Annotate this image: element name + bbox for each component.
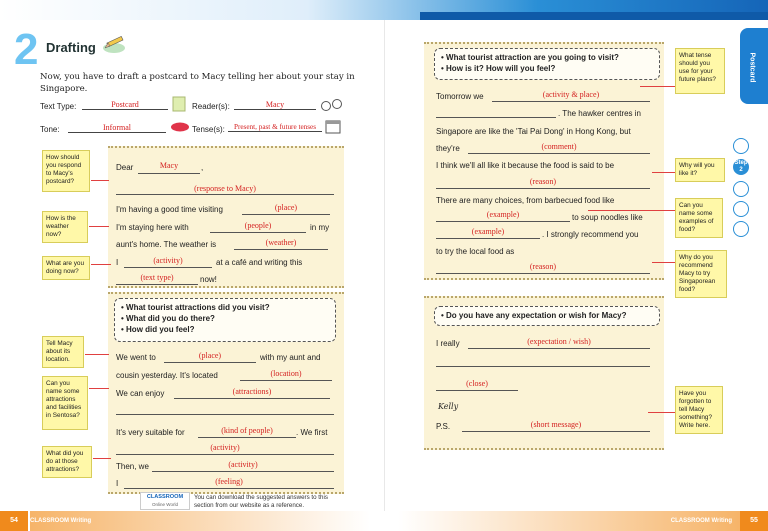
hint-note: What are you doing now? (42, 256, 90, 280)
fill-activity: (activity) (210, 443, 240, 452)
reader-label: Reader(s): (192, 102, 230, 111)
guide-question: • Do you have any expectation or wish for Macy? (434, 306, 660, 326)
postcard-icon (172, 96, 186, 112)
instructions: Now, you have to draft a postcard to Macy telling her about your stay in Singapore. (40, 72, 355, 94)
fill-place: (place) (274, 203, 298, 212)
side-tab-label: Postcard (748, 52, 756, 83)
future-plans-box: • What tourist attraction are you going to visit? • How is it? How will you feel? Tomorrow we (activity & place) . The hawker centres in Singapore are like the 'Tai Pai Dong' in Hong Kong, but they're (comment) I think we'll all like it because the food is said to be (reason) There are many choices, from barbecued food like (example) to soup noodles like (example) . I strongly recommend you to try the local food as (reason) (424, 42, 664, 280)
footer-left: CLASSROOM Writing (30, 511, 370, 531)
readers-icon (320, 98, 344, 112)
side-tab-postcard[interactable] (740, 28, 768, 104)
tense-label: Tense(s): (192, 125, 225, 134)
fill-short-message: (short message) (530, 420, 582, 429)
guide-questions: • What tourist attractions did you visit? • What did you do there? • How did you feel? (114, 298, 336, 342)
pointer-line (588, 210, 675, 211)
fill-activity-place: (activity & place) (542, 90, 600, 99)
step-dot-current[interactable]: Step 2 (734, 160, 748, 173)
fill-weather: (weather) (265, 238, 297, 247)
footer-right: CLASSROOM Writing (398, 511, 740, 531)
hint-note: Can you name some examples of food? (675, 198, 723, 238)
attractions-box: • What tourist attractions did you visit? • What did you do there? • How did you feel? We went to (place) with my aunt and cousin yesterday. It's located (location) We can enjoy (attractions) It's very suitable for (kind of people) . We first (activity) Then, we (activity) I (feeling) (108, 292, 344, 494)
reader-value: Macy (234, 100, 316, 110)
text-type-label: Text Type: (40, 102, 77, 111)
pointer-line (652, 262, 675, 263)
fill-reason: (reason) (529, 262, 557, 271)
fill-comment: (comment) (541, 142, 577, 151)
lips-icon (170, 121, 190, 133)
step-dot[interactable] (733, 201, 749, 217)
pointer-line (85, 354, 109, 355)
fill-location: (location) (270, 369, 302, 378)
fill-text-type: (text type) (140, 273, 174, 282)
fill-place: (place) (198, 351, 222, 360)
pointer-line (648, 412, 675, 413)
hint-note: Have you forgotten to tell Macy something? Write here. (675, 386, 723, 434)
fill-example: (example) (486, 210, 520, 219)
top-banner-stripe (420, 12, 768, 20)
tone-value: Informal (68, 123, 166, 133)
page-number-left: 54 (0, 511, 28, 531)
download-note: You can download the suggested answers to this section from our website as a reference. (194, 494, 328, 509)
fill-close: (close) (466, 379, 488, 388)
closing-box: • Do you have any expectation or wish for Macy? I really (expectation / wish) (close) Kelly P.S. (short message) (424, 296, 664, 450)
fill-attractions: (attractions) (232, 387, 272, 396)
step-number: 2 (14, 25, 39, 74)
fill-dear: Macy (159, 161, 179, 170)
hint-note: What did you do at those attractions? (42, 446, 92, 478)
hint-note: How is the weather now? (42, 211, 88, 243)
pointer-line (91, 180, 109, 181)
page-number-right: 55 (740, 511, 768, 531)
step-dot[interactable] (733, 138, 749, 154)
calendar-icon (325, 119, 341, 134)
fill-example: (example) (471, 227, 505, 236)
postcard-opening-box: Dear Macy , (response to Macy) I'm having a good time visiting (place) I'm staying here with (people) in my aunt's home. The weather is (weather) I (activity) at a café and writing this (text type) now! (108, 146, 344, 288)
fill-expectation: (expectation / wish) (527, 337, 591, 346)
pointer-line (89, 226, 109, 227)
pointer-line (91, 264, 111, 265)
step-dot[interactable] (733, 221, 749, 237)
pointer-line (640, 86, 675, 87)
page-title: Drafting (46, 40, 96, 55)
signature: Kelly (438, 402, 459, 411)
hint-note: What tense should you use for your future plans? (675, 48, 725, 94)
guide-questions: • What tourist attraction are you going to visit? • How is it? How will you feel? (434, 48, 660, 80)
hint-note: Why will you like it? (675, 158, 725, 182)
tense-value: Present, past & future tenses (228, 123, 322, 132)
tone-label: Tone: (40, 125, 60, 134)
fill-activity: (activity) (228, 460, 258, 469)
hint-note: Tell Macy about its location. (42, 336, 84, 368)
hint-note: Can you name some attractions and facilities in Sentosa? (42, 376, 88, 430)
page-gutter (384, 20, 385, 511)
step-dot[interactable] (733, 181, 749, 197)
fill-people: (people) (244, 221, 272, 230)
pointer-line (93, 458, 111, 459)
classroom-online-logo[interactable]: CLASSROOM Online World (140, 492, 190, 510)
hint-note: Why do you recommend Macy to try Singaporean food? (675, 250, 727, 298)
fill-activity: (activity) (153, 256, 183, 265)
fill-response: (response to Macy) (194, 184, 256, 193)
pointer-line (89, 388, 109, 389)
text-type-value: Postcard (82, 100, 168, 110)
hint-note: How should you respond to Macy's postcard? (42, 150, 90, 192)
fill-reason: (reason) (529, 177, 557, 186)
pointer-line (652, 172, 675, 173)
fill-kind-of-people: (kind of people) (221, 426, 273, 435)
fill-feeling: (feeling) (215, 477, 243, 486)
pencil-icon (102, 34, 126, 54)
